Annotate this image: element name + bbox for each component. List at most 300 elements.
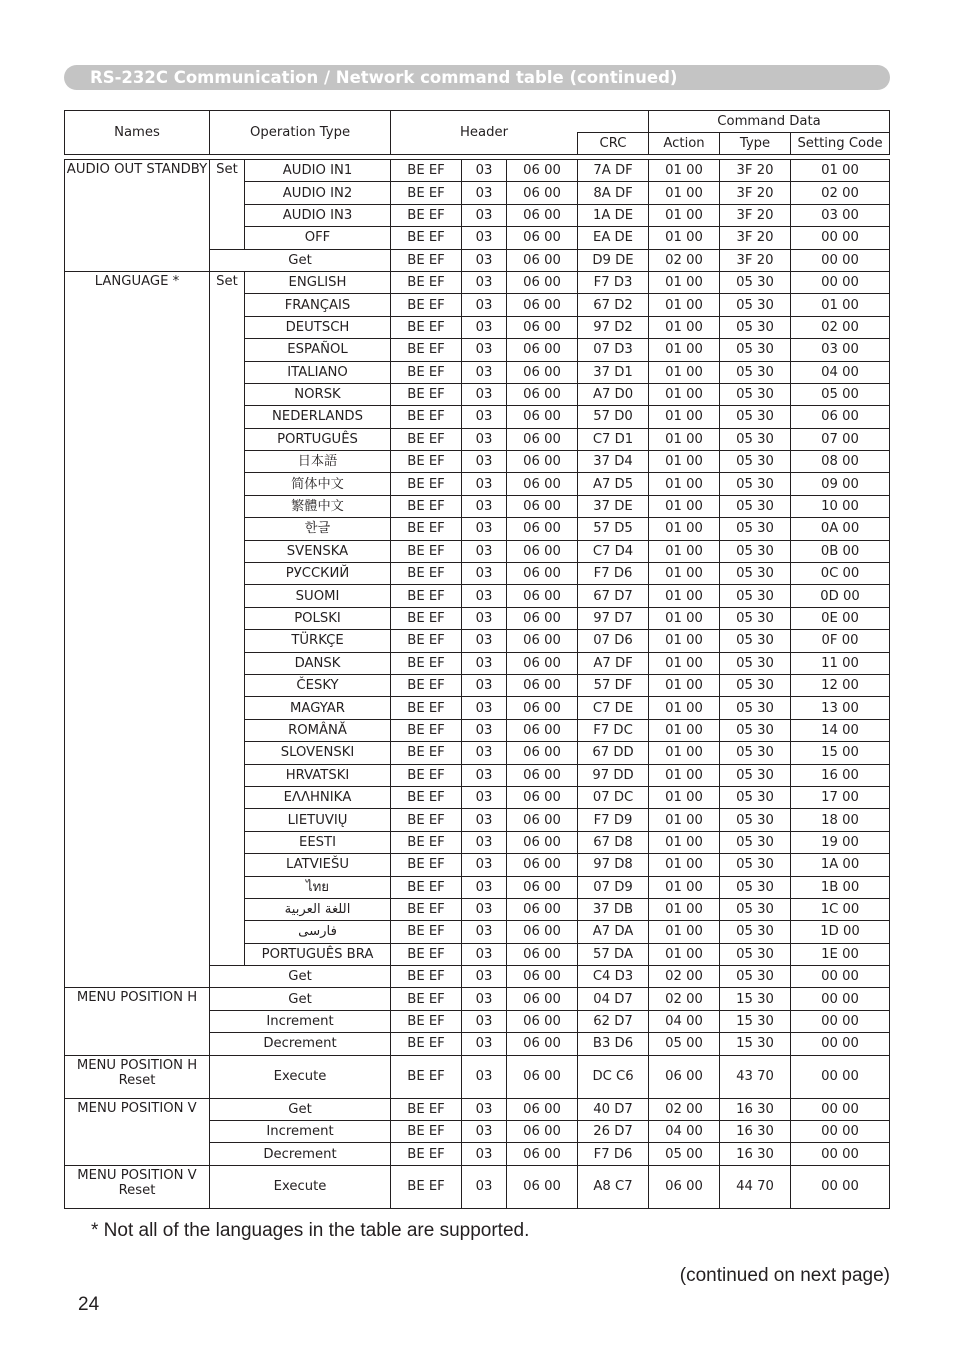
action-cell: 01 00 [649, 227, 720, 249]
crc-cell: C4 D3 [578, 966, 649, 988]
setting-code-cell: 11 00 [791, 652, 890, 674]
section-title-bar [64, 65, 890, 90]
command-name: MENU POSITION V Reset [65, 1165, 210, 1208]
header-byte2-cell: 03 [462, 809, 507, 831]
setting-code-cell: 1A 00 [791, 854, 890, 876]
header-byte1-cell: BE EF [391, 160, 462, 182]
header-byte2-cell: 03 [462, 495, 507, 517]
header-byte1-cell: BE EF [391, 271, 462, 293]
crc-cell: 37 D4 [578, 451, 649, 473]
header-byte2-cell: 03 [462, 1143, 507, 1165]
crc-cell: 37 D1 [578, 361, 649, 383]
header-byte2-cell: 03 [462, 585, 507, 607]
type-cell: 05 30 [720, 361, 791, 383]
operation-cell: ไทย [245, 876, 391, 898]
header-byte3-cell: 06 00 [507, 204, 578, 226]
header-byte1-cell: BE EF [391, 1055, 462, 1098]
type-cell: 05 30 [720, 540, 791, 562]
operation-cell: Increment [210, 1121, 391, 1143]
header-byte3-cell: 06 00 [507, 876, 578, 898]
footnote: * Not all of the languages in the table are supported. [91, 1220, 530, 1241]
setting-code-cell: 03 00 [791, 204, 890, 226]
type-cell: 05 30 [720, 674, 791, 696]
col-header: Header [391, 111, 578, 155]
operation-cell: OFF [245, 227, 391, 249]
type-cell: 05 30 [720, 719, 791, 741]
type-cell: 16 30 [720, 1121, 791, 1143]
header-byte1-cell: BE EF [391, 518, 462, 540]
action-cell: 01 00 [649, 742, 720, 764]
setting-code-cell: 1D 00 [791, 921, 890, 943]
type-cell: 3F 20 [720, 182, 791, 204]
setting-code-cell: 17 00 [791, 786, 890, 808]
header-byte3-cell: 06 00 [507, 1055, 578, 1098]
header-byte3-cell: 06 00 [507, 921, 578, 943]
crc-cell: 1A DE [578, 204, 649, 226]
type-cell: 15 30 [720, 1033, 791, 1055]
action-cell: 04 00 [649, 1121, 720, 1143]
action-cell: 01 00 [649, 876, 720, 898]
continued-note: (continued on next page) [679, 1265, 890, 1286]
type-cell: 05 30 [720, 742, 791, 764]
type-cell: 05 30 [720, 652, 791, 674]
setting-code-cell: 16 00 [791, 764, 890, 786]
setting-code-cell: 04 00 [791, 361, 890, 383]
action-cell: 01 00 [649, 921, 720, 943]
action-cell: 01 00 [649, 585, 720, 607]
header-byte1-cell: BE EF [391, 204, 462, 226]
col-names: Names [65, 111, 210, 155]
type-cell: 05 30 [720, 294, 791, 316]
operation-cell: NEDERLANDS [245, 406, 391, 428]
header-byte1-cell: BE EF [391, 473, 462, 495]
table-row [65, 1055, 890, 1098]
header-byte3-cell: 06 00 [507, 160, 578, 182]
operation-cell: 简体中文 [245, 473, 391, 495]
setting-code-cell: 19 00 [791, 831, 890, 853]
header-byte3-cell: 06 00 [507, 451, 578, 473]
type-cell: 3F 20 [720, 227, 791, 249]
col-crc-spacer [578, 111, 649, 133]
operation-cell: AUDIO IN1 [245, 160, 391, 182]
header-byte2-cell: 03 [462, 271, 507, 293]
crc-cell: A7 DF [578, 652, 649, 674]
command-table [64, 110, 890, 1209]
crc-cell: C7 D4 [578, 540, 649, 562]
header-byte2-cell: 03 [462, 204, 507, 226]
header-byte1-cell: BE EF [391, 943, 462, 965]
crc-cell: 57 DA [578, 943, 649, 965]
action-cell: 01 00 [649, 764, 720, 786]
header-byte1-cell: BE EF [391, 1033, 462, 1055]
header-byte2-cell: 03 [462, 227, 507, 249]
crc-cell: F7 D3 [578, 271, 649, 293]
header-byte3-cell: 06 00 [507, 697, 578, 719]
action-cell: 01 00 [649, 316, 720, 338]
header-byte3-cell: 06 00 [507, 966, 578, 988]
header-byte3-cell: 06 00 [507, 383, 578, 405]
header-byte2-cell: 03 [462, 361, 507, 383]
operation-cell: 繁體中文 [245, 495, 391, 517]
operation-cell: РУССКИЙ [245, 563, 391, 585]
crc-cell: 97 D7 [578, 607, 649, 629]
header-byte2-cell: 03 [462, 1033, 507, 1055]
operation-cell: EESTI [245, 831, 391, 853]
command-name: MENU POSITION H Reset [65, 1055, 210, 1098]
header-byte2-cell: 03 [462, 518, 507, 540]
header-byte2-cell: 03 [462, 428, 507, 450]
action-cell: 01 00 [649, 473, 720, 495]
type-cell: 05 30 [720, 518, 791, 540]
crc-cell: 37 DB [578, 898, 649, 920]
type-cell: 05 30 [720, 607, 791, 629]
operation-cell: PORTUGUÊS [245, 428, 391, 450]
type-cell: 05 30 [720, 428, 791, 450]
header-byte1-cell: BE EF [391, 697, 462, 719]
operation-cell: ČESKY [245, 674, 391, 696]
crc-cell: 07 DC [578, 786, 649, 808]
header-byte1-cell: BE EF [391, 249, 462, 271]
crc-cell: 97 DD [578, 764, 649, 786]
operation-cell: LIETUVIŲ [245, 809, 391, 831]
header-byte1-cell: BE EF [391, 406, 462, 428]
action-cell: 02 00 [649, 249, 720, 271]
setting-code-cell: 02 00 [791, 182, 890, 204]
header-byte3-cell: 06 00 [507, 742, 578, 764]
setting-code-cell: 08 00 [791, 451, 890, 473]
set-label: Set [210, 160, 245, 250]
header-byte2-cell: 03 [462, 406, 507, 428]
action-cell: 01 00 [649, 831, 720, 853]
setting-code-cell: 02 00 [791, 316, 890, 338]
operation-cell: Get [210, 1098, 391, 1120]
header-byte3-cell: 06 00 [507, 988, 578, 1010]
setting-code-cell: 00 00 [791, 1143, 890, 1165]
table-row [65, 160, 890, 182]
action-cell: 06 00 [649, 1165, 720, 1208]
header-byte3-cell: 06 00 [507, 495, 578, 517]
header-byte1-cell: BE EF [391, 361, 462, 383]
header-byte1-cell: BE EF [391, 1165, 462, 1208]
setting-code-cell: 0D 00 [791, 585, 890, 607]
action-cell: 01 00 [649, 607, 720, 629]
operation-cell: AUDIO IN2 [245, 182, 391, 204]
header-byte2-cell: 03 [462, 316, 507, 338]
setting-code-cell: 07 00 [791, 428, 890, 450]
type-cell: 3F 20 [720, 204, 791, 226]
header-byte2-cell: 03 [462, 563, 507, 585]
header-byte2-cell: 03 [462, 473, 507, 495]
header-byte1-cell: BE EF [391, 1098, 462, 1120]
setting-code-cell: 00 00 [791, 988, 890, 1010]
header-byte1-cell: BE EF [391, 495, 462, 517]
action-cell: 01 00 [649, 943, 720, 965]
header-byte3-cell: 06 00 [507, 518, 578, 540]
header-byte3-cell: 06 00 [507, 585, 578, 607]
operation-cell: AUDIO IN3 [245, 204, 391, 226]
header-byte1-cell: BE EF [391, 1010, 462, 1032]
header-byte3-cell: 06 00 [507, 271, 578, 293]
setting-code-cell: 18 00 [791, 809, 890, 831]
header-byte2-cell: 03 [462, 294, 507, 316]
operation-cell: اللغة العربية [245, 898, 391, 920]
setting-code-cell: 00 00 [791, 1098, 890, 1120]
header-byte1-cell: BE EF [391, 898, 462, 920]
header-byte3-cell: 06 00 [507, 831, 578, 853]
operation-cell: POLSKI [245, 607, 391, 629]
section-title: RS-232C Communication / Network command table (continued) [90, 68, 678, 87]
col-command-data: Command Data [649, 111, 890, 133]
header-byte3-cell: 06 00 [507, 764, 578, 786]
type-cell: 05 30 [720, 921, 791, 943]
operation-cell: Decrement [210, 1033, 391, 1055]
setting-code-cell: 15 00 [791, 742, 890, 764]
setting-code-cell: 00 00 [791, 249, 890, 271]
action-cell: 01 00 [649, 271, 720, 293]
header-byte2-cell: 03 [462, 943, 507, 965]
table-body [65, 160, 890, 1209]
setting-code-cell: 0E 00 [791, 607, 890, 629]
header-byte2-cell: 03 [462, 988, 507, 1010]
command-name: MENU POSITION V [65, 1098, 210, 1165]
header-byte3-cell: 06 00 [507, 786, 578, 808]
header-byte2-cell: 03 [462, 921, 507, 943]
header-byte2-cell: 03 [462, 719, 507, 741]
crc-cell: 97 D2 [578, 316, 649, 338]
header-byte3-cell: 06 00 [507, 652, 578, 674]
header-byte1-cell: BE EF [391, 428, 462, 450]
header-byte1-cell: BE EF [391, 383, 462, 405]
type-cell: 05 30 [720, 831, 791, 853]
type-cell: 05 30 [720, 563, 791, 585]
setting-code-cell: 03 00 [791, 339, 890, 361]
action-cell: 01 00 [649, 204, 720, 226]
header-byte2-cell: 03 [462, 451, 507, 473]
header-byte2-cell: 03 [462, 854, 507, 876]
col-operation-type: Operation Type [210, 111, 391, 155]
setting-code-cell: 0F 00 [791, 630, 890, 652]
crc-cell: F7 D9 [578, 809, 649, 831]
header-byte3-cell: 06 00 [507, 1143, 578, 1165]
header-byte3-cell: 06 00 [507, 630, 578, 652]
header-byte1-cell: BE EF [391, 921, 462, 943]
setting-code-cell: 12 00 [791, 674, 890, 696]
header-byte2-cell: 03 [462, 898, 507, 920]
header-byte3-cell: 06 00 [507, 1010, 578, 1032]
header-byte3-cell: 06 00 [507, 854, 578, 876]
operation-cell: Decrement [210, 1143, 391, 1165]
crc-cell: 40 D7 [578, 1098, 649, 1120]
crc-cell: 67 D2 [578, 294, 649, 316]
type-cell: 3F 20 [720, 160, 791, 182]
operation-cell: Get [210, 966, 391, 988]
header-byte3-cell: 06 00 [507, 294, 578, 316]
header-byte3-cell: 06 00 [507, 607, 578, 629]
header-byte2-cell: 03 [462, 1055, 507, 1098]
type-cell: 05 30 [720, 697, 791, 719]
header-byte3-cell: 06 00 [507, 428, 578, 450]
action-cell: 02 00 [649, 988, 720, 1010]
header-byte2-cell: 03 [462, 540, 507, 562]
header-byte3-cell: 06 00 [507, 249, 578, 271]
type-cell: 05 30 [720, 966, 791, 988]
action-cell: 02 00 [649, 1098, 720, 1120]
setting-code-cell: 13 00 [791, 697, 890, 719]
operation-cell: ITALIANO [245, 361, 391, 383]
page-number: 24 [78, 1294, 100, 1315]
header-byte2-cell: 03 [462, 1121, 507, 1143]
table-row [65, 1165, 890, 1208]
header-byte3-cell: 06 00 [507, 563, 578, 585]
header-byte1-cell: BE EF [391, 182, 462, 204]
header-byte1-cell: BE EF [391, 563, 462, 585]
header-byte1-cell: BE EF [391, 652, 462, 674]
type-cell: 05 30 [720, 316, 791, 338]
header-byte1-cell: BE EF [391, 876, 462, 898]
header-byte3-cell: 06 00 [507, 361, 578, 383]
setting-code-cell: 00 00 [791, 271, 890, 293]
operation-cell: DANSK [245, 652, 391, 674]
header-byte1-cell: BE EF [391, 674, 462, 696]
header-byte2-cell: 03 [462, 1010, 507, 1032]
header-byte2-cell: 03 [462, 182, 507, 204]
setting-code-cell: 0B 00 [791, 540, 890, 562]
table-row [65, 271, 890, 293]
header-byte2-cell: 03 [462, 697, 507, 719]
crc-cell: 04 D7 [578, 988, 649, 1010]
table-row [65, 1098, 890, 1120]
header-byte1-cell: BE EF [391, 451, 462, 473]
header-byte1-cell: BE EF [391, 764, 462, 786]
header-byte2-cell: 03 [462, 876, 507, 898]
operation-cell: فارسی [245, 921, 391, 943]
type-cell: 05 30 [720, 451, 791, 473]
header-byte1-cell: BE EF [391, 988, 462, 1010]
header-byte2-cell: 03 [462, 630, 507, 652]
setting-code-cell: 00 00 [791, 1055, 890, 1098]
action-cell: 04 00 [649, 1010, 720, 1032]
crc-cell: 07 D9 [578, 876, 649, 898]
crc-cell: D9 DE [578, 249, 649, 271]
crc-cell: 67 D8 [578, 831, 649, 853]
header-byte2-cell: 03 [462, 764, 507, 786]
type-cell: 05 30 [720, 271, 791, 293]
action-cell: 02 00 [649, 966, 720, 988]
crc-cell: F7 D6 [578, 1143, 649, 1165]
action-cell: 01 00 [649, 406, 720, 428]
action-cell: 01 00 [649, 451, 720, 473]
operation-cell: HRVATSKI [245, 764, 391, 786]
action-cell: 01 00 [649, 339, 720, 361]
crc-cell: 97 D8 [578, 854, 649, 876]
operation-cell: ΕΛΛΗΝΙΚΑ [245, 786, 391, 808]
action-cell: 05 00 [649, 1143, 720, 1165]
operation-cell: ENGLISH [245, 271, 391, 293]
crc-cell: C7 DE [578, 697, 649, 719]
header-byte1-cell: BE EF [391, 227, 462, 249]
type-cell: 05 30 [720, 943, 791, 965]
type-cell: 15 30 [720, 1010, 791, 1032]
type-cell: 44 70 [720, 1165, 791, 1208]
col-crc: CRC [578, 133, 649, 155]
header-byte1-cell: BE EF [391, 719, 462, 741]
operation-cell: FRANÇAIS [245, 294, 391, 316]
header-byte3-cell: 06 00 [507, 406, 578, 428]
action-cell: 01 00 [649, 786, 720, 808]
header-byte3-cell: 06 00 [507, 898, 578, 920]
type-cell: 05 30 [720, 406, 791, 428]
type-cell: 05 30 [720, 854, 791, 876]
header-byte1-cell: BE EF [391, 607, 462, 629]
table-row [65, 988, 890, 1010]
crc-cell: 07 D6 [578, 630, 649, 652]
header-byte1-cell: BE EF [391, 316, 462, 338]
operation-cell: ROMÂNĂ [245, 719, 391, 741]
header-byte1-cell: BE EF [391, 742, 462, 764]
crc-cell: 07 D3 [578, 339, 649, 361]
header-byte2-cell: 03 [462, 339, 507, 361]
action-cell: 01 00 [649, 428, 720, 450]
set-label: Set [210, 271, 245, 965]
crc-cell: 26 D7 [578, 1121, 649, 1143]
header-byte1-cell: BE EF [391, 854, 462, 876]
header-byte2-cell: 03 [462, 831, 507, 853]
crc-cell: F7 D6 [578, 563, 649, 585]
operation-cell: Get [210, 988, 391, 1010]
operation-cell: Execute [210, 1055, 391, 1098]
header-byte2-cell: 03 [462, 607, 507, 629]
header-byte2-cell: 03 [462, 652, 507, 674]
header-byte1-cell: BE EF [391, 630, 462, 652]
header-byte1-cell: BE EF [391, 809, 462, 831]
type-cell: 3F 20 [720, 249, 791, 271]
type-cell: 15 30 [720, 988, 791, 1010]
action-cell: 01 00 [649, 160, 720, 182]
action-cell: 01 00 [649, 540, 720, 562]
action-cell: 01 00 [649, 294, 720, 316]
header-byte1-cell: BE EF [391, 831, 462, 853]
setting-code-cell: 00 00 [791, 1121, 890, 1143]
operation-cell: Execute [210, 1165, 391, 1208]
setting-code-cell: 1C 00 [791, 898, 890, 920]
header-byte2-cell: 03 [462, 786, 507, 808]
header-byte3-cell: 06 00 [507, 719, 578, 741]
header-byte3-cell: 06 00 [507, 1033, 578, 1055]
operation-cell: ESPAÑOL [245, 339, 391, 361]
crc-cell: 7A DF [578, 160, 649, 182]
crc-cell: 62 D7 [578, 1010, 649, 1032]
crc-cell: 57 D0 [578, 406, 649, 428]
type-cell: 05 30 [720, 495, 791, 517]
action-cell: 05 00 [649, 1033, 720, 1055]
header-byte2-cell: 03 [462, 383, 507, 405]
header-byte1-cell: BE EF [391, 1143, 462, 1165]
header-byte3-cell: 06 00 [507, 182, 578, 204]
setting-code-cell: 00 00 [791, 1010, 890, 1032]
setting-code-cell: 00 00 [791, 1033, 890, 1055]
crc-cell: A7 DA [578, 921, 649, 943]
setting-code-cell: 05 00 [791, 383, 890, 405]
action-cell: 01 00 [649, 719, 720, 741]
action-cell: 01 00 [649, 383, 720, 405]
setting-code-cell: 00 00 [791, 1165, 890, 1208]
header-byte3-cell: 06 00 [507, 316, 578, 338]
operation-cell: SLOVENSKI [245, 742, 391, 764]
crc-cell: 37 DE [578, 495, 649, 517]
operation-cell: TÜRKÇE [245, 630, 391, 652]
header-byte3-cell: 06 00 [507, 540, 578, 562]
header-byte3-cell: 06 00 [507, 943, 578, 965]
